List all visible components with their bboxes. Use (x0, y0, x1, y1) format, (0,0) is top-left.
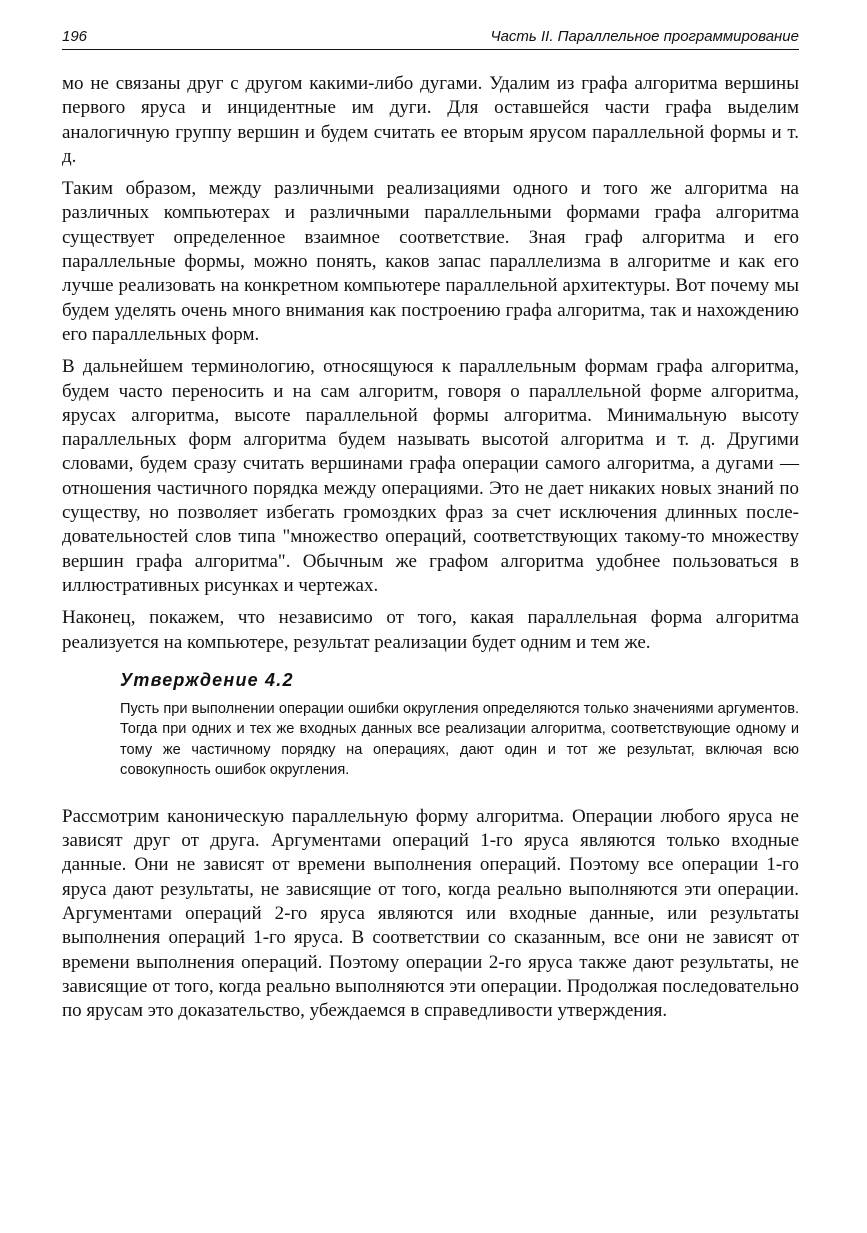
main-text (62, 72, 799, 1024)
paragraph: Наконец, покажем, что независимо от того, какая параллельная форма алгоритма реализуется на компьютере, результат реализации будет одним и тем же. (62, 607, 799, 653)
statement-block (120, 669, 799, 781)
running-header (62, 28, 799, 50)
paragraph: Таким образом, между различными реализациями одного и того же алгоритма на различных компьютерах и различными параллельными формами графа алгоритма существует определенное взаимное соответствие. Зная граф алгоритма и его параллельные формы, можно понять, каков запас параллелизма в алгоритме и как его лучше реализовать на конкретном компьютере параллельной архитектуры. Вот почему мы будем уделять очень много внимания как построению графа алгоритма, так и нахождению его параллельных форм. (62, 178, 799, 345)
statement-title: Утверждение 4.2 (120, 669, 294, 690)
book-page (62, 28, 799, 1032)
paragraph: В дальнейшем терминологию, относящуюся к параллельным формам графа алгоритма, будем часто переносить и на сам алгоритм, говоря о параллельной форме алгоритма, ярусах алгоритма, высоте параллельной формы алгоритма. Минимальную высоту параллельных форм алгоритма будем называть высотой алгоритма и т. д. Другими словами, будем сразу считать вершинами графа операции самого алгоритма, а дугами — отношения частичного порядка между операциями. Это не дает никаких новых знаний по существу, но позволяет избегать громоздких фраз за счет исключения длинных последовательностей слов типа "множество операций, соответствующих такому-то множеству вершин графа алгоритма". Обычным же графом алгоритма удобнее пользоваться в иллюстративных рисунках и чертежах. (62, 356, 799, 596)
page-number: 196 (62, 28, 88, 45)
running-title: Часть II. Параллельное программирование (490, 28, 799, 45)
paragraph-continuation: мо не связаны друг с другом какими-либо дугами. Удалим из графа алгоритма вершины первого яруса и инцидентные им дуги. Для оставшейся части графа выделим аналогичную группу вершин и будем считать ее вторым ярусом параллельной формы и т. д. (62, 73, 799, 167)
statement-text: Пусть при выполнении операции ошибки округления определяются только значениями аргументов. Тогда при одних и тех же входных данных все реализации алгоритма, соответствующие одному и тому же частичному порядку на операциях, дают один и тот же результат, включая всю совокупность ошибок округления. (120, 700, 799, 779)
proof-paragraph: Рассмотрим каноническую параллельную форму алгоритма. Операции любого яруса не зависят друг от друга. Аргументами операций 1-го яруса являются только входные данные. Они не зависят от времени выполнения операций. Поэтому все операции 1-го яруса дают результаты, не зависящие от того, когда реально выполняются эти операции. Аргументами операций 2-го яруса являются или входные данные, или результаты выполнения операций 1-го яруса. В соответствии со сказанным, все они не зависят от времени выполнения операций. Поэтому операции 2-го яруса также дают результаты, не зависящие от того, когда реально выполняются эти операции. Продолжая последовательно по ярусам это доказательство, убеждаемся в справедливости утверждения. (62, 805, 799, 1022)
